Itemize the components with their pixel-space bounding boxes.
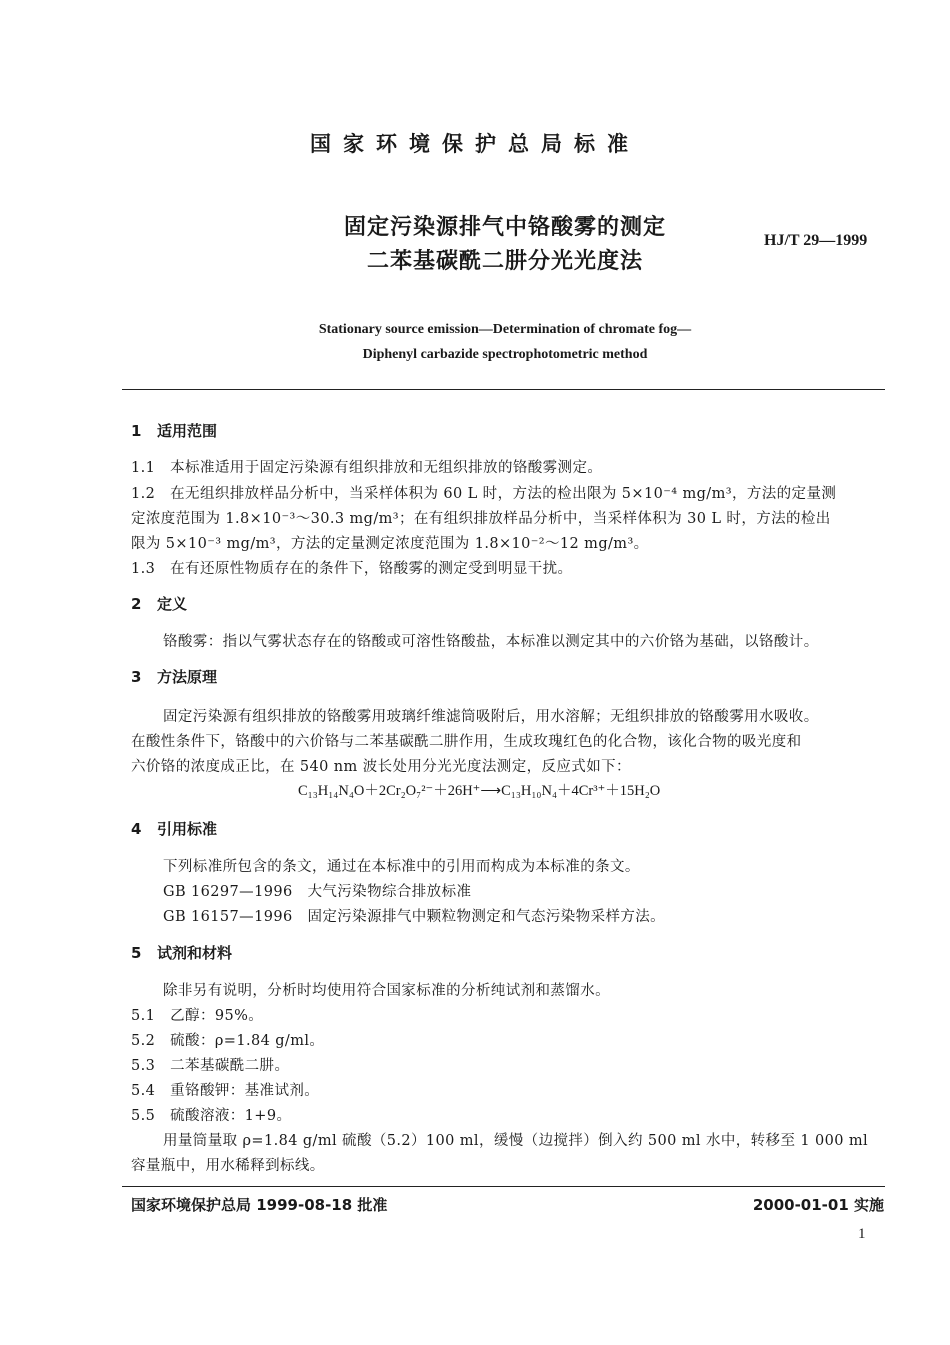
reference-gb16157: GB 16157—1996 固定污染源排气中颗粒物测定和气态污染物采样方法。	[163, 909, 666, 925]
clause-1-1: 1.1 本标准适用于固定污染源有组织排放和无组织排放的铬酸雾测定。	[131, 460, 603, 476]
section-title: 定义	[157, 595, 188, 613]
section-number: 3	[131, 668, 142, 686]
title-line-1: 固定污染源排气中铬酸雾的测定	[343, 215, 666, 240]
section-1-heading	[131, 420, 217, 441]
section-4-heading	[131, 818, 217, 839]
header-rule	[122, 389, 885, 390]
principle-line-2: 在酸性条件下，铬酸中的六价铬与二苯基碳酰二肼作用，生成玫瑰红色的化合物，该化合物的吸光度和	[131, 734, 802, 750]
issuing-bureau: 国家环境保护总局标准	[310, 132, 640, 156]
section-title: 适用范围	[157, 422, 218, 440]
item-5-1: 5.1 乙醇：95%。	[131, 1008, 264, 1024]
section-number: 1	[131, 422, 142, 440]
principle-line-1: 固定污染源有组织排放的铬酸雾用玻璃纤维滤筒吸附后，用水溶解；无组织排放的铬酸雾用水吸收。	[163, 709, 819, 725]
section-5-heading	[131, 942, 232, 963]
item-5-4: 5.4 重铬酸钾：基准试剂。	[131, 1083, 320, 1099]
preparation-line-1: 用量筒量取 ρ=1.84 g/ml 硫酸（5.2）100 ml，缓慢（边搅拌）倒入约 500 ml 水中，转移至 1 000 ml	[163, 1133, 869, 1149]
section-2-heading	[131, 593, 187, 614]
reagents-intro: 除非另有说明，分析时均使用符合国家标准的分析纯试剂和蒸馏水。	[163, 983, 610, 999]
definition-text: 铬酸雾：指以气雾状态存在的铬酸或可溶性铬酸盐，本标准以测定其中的六价铬为基础，以铬酸计。	[163, 634, 819, 650]
section-number: 2	[131, 595, 142, 613]
standard-code: HJ/T 29—1999	[764, 232, 868, 249]
approval-date: 国家环境保护总局 1999-08-18 批准	[131, 1196, 388, 1214]
section-title: 试剂和材料	[157, 944, 233, 962]
section-number: 5	[131, 944, 142, 962]
item-5-3: 5.3 二苯基碳酰二肼。	[131, 1058, 290, 1074]
reference-gb16297: GB 16297—1996 大气污染物综合排放标准	[163, 884, 472, 900]
item-5-5: 5.5 硫酸溶液：1+9。	[131, 1108, 292, 1124]
footer-rule	[122, 1186, 885, 1187]
page-number: 1	[858, 1226, 866, 1242]
references-intro: 下列标准所包含的条文，通过在本标准中的引用而构成为本标准的条文。	[163, 859, 640, 875]
principle-line-3: 六价铬的浓度成正比，在 540 nm 波长处用分光光度法测定，反应式如下：	[131, 759, 631, 775]
item-5-2: 5.2 硫酸：ρ=1.84 g/ml。	[131, 1033, 325, 1049]
section-title: 方法原理	[157, 668, 218, 686]
effective-date: 2000-01-01 实施	[752, 1196, 884, 1214]
clause-1-3: 1.3 在有还原性物质存在的条件下，铬酸雾的测定受到明显干扰。	[131, 561, 573, 577]
section-number: 4	[131, 820, 142, 838]
english-title-line-2: Diphenyl carbazide spectrophotometric method	[362, 347, 648, 362]
section-title: 引用标准	[157, 820, 218, 838]
preparation-line-2: 容量瓶中，用水稀释到标线。	[131, 1158, 325, 1174]
english-title-line-1: Stationary source emission—Determination of chromate fog—	[318, 322, 692, 337]
section-3-heading	[131, 666, 217, 687]
title-line-2: 二苯基碳酰二肼分光光度法	[366, 249, 643, 274]
clause-1-2-line-1: 1.2 在无组织排放样品分析中，当采样体积为 60 L 时，方法的检出限为 5×10⁻⁴ mg/m³，方法的定量测	[131, 486, 837, 502]
clause-1-2-line-2: 定浓度范围为 1.8×10⁻³～30.3 mg/m³；在有组织排放样品分析中，当采样体积为 30 L 时，方法的检出	[131, 511, 831, 527]
reaction-equation: C₁₃H₁₄N₄O＋2Cr₂O₇²⁻＋26H⁺⟶C₁₃H₁₀N₄＋4Cr³⁺＋15H₂O	[298, 783, 661, 799]
clause-1-2-line-3: 限为 5×10⁻³ mg/m³，方法的定量测定浓度范围为 1.8×10⁻²～12 mg/m³。	[131, 536, 649, 552]
